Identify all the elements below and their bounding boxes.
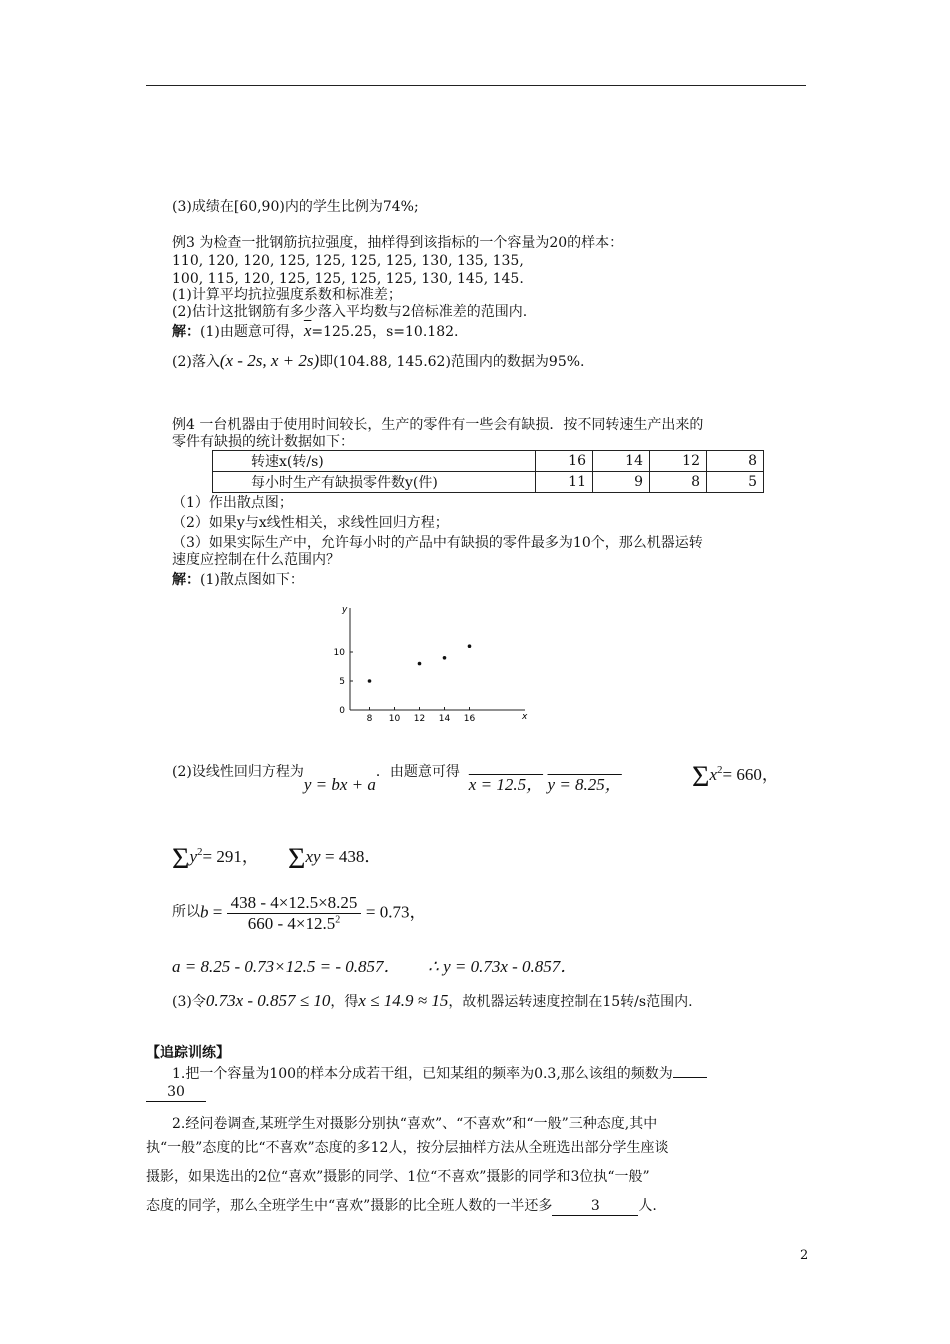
practice-p1-text: 1.把一个容量为100的样本分成若干组，已知某组的频率为0.3,那么该组的频数为	[172, 1066, 673, 1082]
table-cell: 5	[707, 472, 764, 493]
table-row-label: 转速x(转/s)	[213, 451, 536, 472]
page-number: 2	[800, 1248, 809, 1263]
b-numerator: 438 - 4×12.5×8.25	[227, 893, 362, 914]
practice-p2a: 2.经问卷调查,某班学生对摄影分别执“喜欢”、“不喜欢”和“一般”三种态度,其中	[172, 1116, 658, 1132]
line-3: (3)成绩在[60,90)内的学生比例为74%;	[172, 199, 419, 215]
p2-answer: 3	[552, 1197, 638, 1216]
table-cell: 11	[536, 472, 593, 493]
sum-xy: Σxy = 438．	[288, 842, 382, 875]
table-cell: 8	[707, 451, 764, 472]
a-line: a = 8.25 - 0.73×12.5 = - 0.857．	[172, 957, 401, 976]
xbar-eq: x = 12.5，	[468, 775, 544, 794]
ex3-q2: (2)估计这批钢筋有多少落入平均数与2倍标准差的范围内.	[172, 304, 528, 320]
y-tick-label: 10	[333, 648, 345, 658]
y-tick-label: 5	[339, 677, 345, 687]
x-tick-label: 16	[463, 714, 476, 724]
ex3-sol2	[172, 352, 585, 371]
xbar-symbol: $\overline{x}$	[303, 321, 312, 340]
practice-header: 【追踪训练】	[146, 1045, 230, 1061]
b-denominator: 660 - 4×12.5	[247, 914, 336, 933]
sum-y2-val: = 291，	[202, 847, 259, 866]
ex3-q1: (1)计算平均抗拉强度系数和标准差；	[172, 287, 402, 303]
sum-xy-val: = 438．	[325, 847, 382, 866]
y-line-eq: y = 0.73x - 0.857．	[443, 957, 578, 976]
ex3-data-1: 110, 120, 120, 125, 125, 125, 125, 130, 135, 135,	[172, 253, 524, 269]
ex3-sol1-pre: (1)由题意可得，	[200, 324, 304, 340]
ex3-title: 例3 为检查一批钢筋抗拉强度，抽样得到该指标的一个容量为20的样本：	[172, 235, 624, 251]
ex3-data-2: 100, 115, 120, 125, 125, 125, 125, 130, 145, 145.	[172, 271, 524, 287]
data-point	[368, 679, 372, 683]
ybar-eq: y = 8.25，	[547, 775, 622, 794]
table-cell: 12	[650, 451, 707, 472]
sol-label: 解：	[172, 324, 200, 340]
ex4-q3a: （3）如果实际生产中，允许每小时的产品中有缺损的零件最多为10个，那么机器运转	[172, 535, 703, 551]
result-ineq: x ≤ 14.9 ≈ 15	[358, 991, 449, 1010]
data-point	[468, 644, 472, 648]
practice-p2c: 摄影，如果选出的2位“喜欢”摄影的同学、1位“不喜欢”摄影的同学和3位执“一般”	[146, 1169, 650, 1185]
sum-x2-val: = 660，	[722, 765, 779, 784]
data-point	[418, 662, 422, 666]
table-cell: 14	[593, 451, 650, 472]
ex4-q2: （2）如果y与x线性相关，求线性回归方程；	[172, 515, 449, 531]
ex4-q1: （1）作出散点图；	[172, 495, 293, 511]
x-tick-label: 12	[413, 714, 426, 724]
practice-p1	[172, 1065, 707, 1083]
ex3-sol1	[172, 322, 458, 341]
sum-x2: $\Sigma x^2= 660$，	[692, 760, 779, 793]
sol-label: 解：	[172, 572, 200, 588]
ex3-sol1-post: =125.25，s=10.182.	[311, 324, 459, 340]
practice-p2b: 执“一般”态度的比“不喜欢”态度的多12人，按分层抽样方法从全班选出部分学生座谈	[146, 1140, 669, 1156]
data-point	[443, 656, 447, 660]
x-axis-label: x	[522, 712, 528, 722]
ex4-sol2-line	[172, 762, 622, 794]
header-rule	[146, 85, 806, 86]
ex4-sol2-pre: (2)设线性回归方程为	[172, 764, 304, 780]
ex4-sol1	[172, 571, 304, 589]
inequality: 0.73x - 0.857 ≤ 10	[205, 991, 331, 1010]
sum-x-var: x	[709, 765, 718, 784]
regression-eq: y = bx + a	[303, 775, 376, 794]
b-formula: 所以b = $\frac{438 - 4\times 12.5\times 8.25}{660 - 4\times 12.5^2}$ = 0.73，	[172, 893, 427, 933]
y-line: ∴ y = 0.73x - 0.857．	[428, 957, 578, 976]
table-cell: 8	[650, 472, 707, 493]
y-tick-label: 0	[339, 706, 345, 716]
x-tick-label: 8	[366, 714, 373, 724]
table-row	[213, 451, 764, 472]
blank	[673, 1077, 707, 1078]
x-tick-label: 10	[388, 714, 401, 724]
table-cell: 16	[536, 451, 593, 472]
practice-p2d-text: 态度的同学，那么全班学生中“喜欢”摄影的比全班人数的一半还多	[146, 1198, 553, 1214]
y-axis-label: y	[342, 605, 348, 615]
ex3-sol2-pre: (2)落入	[172, 354, 220, 370]
table-row-label: 每小时生产有缺损零件数y(件)	[213, 472, 536, 493]
b-result: = 0.73，	[365, 902, 427, 922]
ex4-sol1-text: (1)散点图如下：	[200, 572, 304, 588]
practice-p1-answer-line	[146, 1083, 206, 1102]
ex4-sol3-pre: (3)令	[172, 994, 206, 1010]
table-row	[213, 472, 764, 493]
x-tick-label: 14	[438, 714, 451, 724]
data-table	[212, 450, 764, 493]
practice-p2-end: 人.	[638, 1198, 657, 1214]
table-cell: 9	[593, 472, 650, 493]
ex4-sol3	[172, 992, 693, 1011]
interval-formula: (x - 2s, x + 2s)	[219, 351, 320, 370]
scatter-chart	[330, 600, 540, 730]
ex4-sol3-mid: ，得	[330, 994, 359, 1010]
p1-answer: 30	[146, 1083, 206, 1102]
ex4-sol2-mid: ．由题意可得	[375, 764, 460, 780]
ex4-title-2: 零件有缺损的统计数据如下：	[172, 434, 354, 450]
ex4-sol3-post: ，故机器运转速度控制在15转/s范围内.	[448, 994, 693, 1010]
ex3-sol2-post: 即(104.88, 145.62)范围内的数据为95%.	[319, 354, 585, 370]
ex4-title-1: 例4 一台机器由于使用时间较长，生产的零件有一些会有缺损．按不同转速生产出来的	[172, 417, 704, 433]
sigma-symbol: Σ	[692, 760, 710, 793]
b-label: 所以	[172, 903, 200, 920]
practice-p2d	[146, 1197, 657, 1216]
ex4-q3b: 速度应控制在什么范围内？	[172, 552, 340, 568]
sum-y2: $\Sigma y^2= 291$，	[172, 842, 259, 875]
